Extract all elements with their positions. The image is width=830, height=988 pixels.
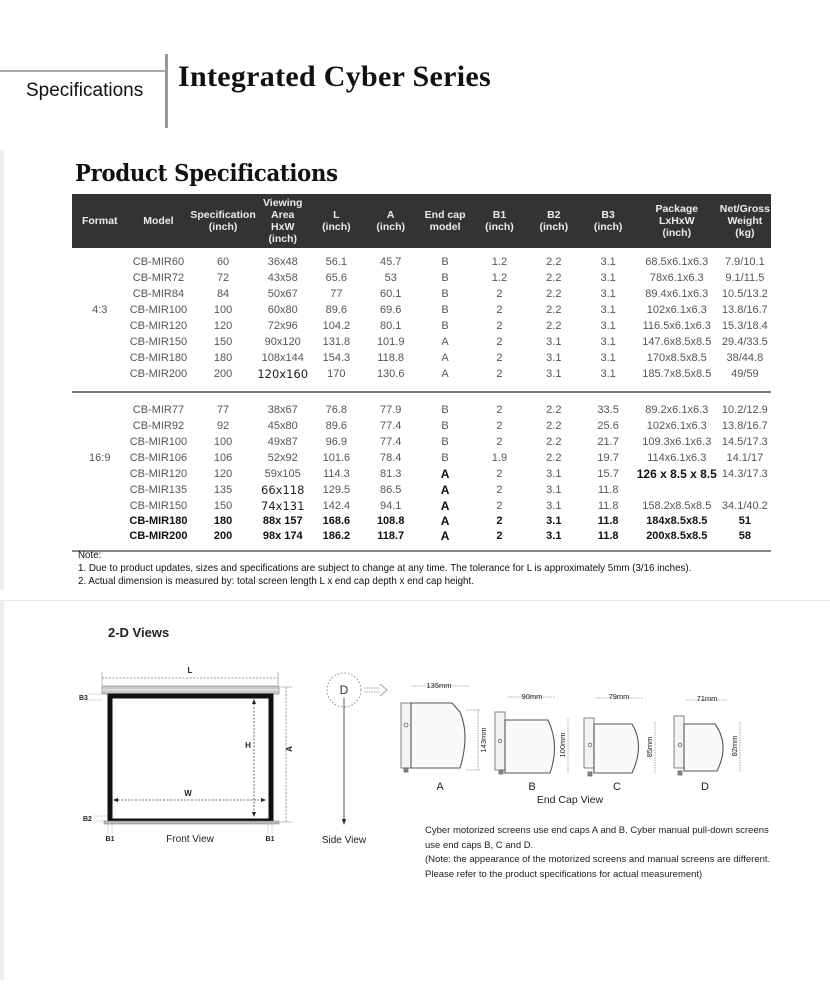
cell-weight: 10.5/13.2 bbox=[721, 288, 768, 300]
note-item: 1. Due to product updates, sizes and specifications are subject to change at any time. The tolerance for L is approximately 5mm (3/16 inches). bbox=[78, 562, 692, 574]
cell-a: 101.9 bbox=[376, 336, 405, 348]
cell-a: 81.3 bbox=[379, 468, 402, 480]
cell-package: 185.7x8.5x8.5 bbox=[642, 368, 712, 380]
cell-weight: 38/44.8 bbox=[726, 352, 764, 364]
cell-viewing: 66x118 bbox=[261, 483, 305, 497]
cell-b3: 11.8 bbox=[597, 484, 619, 496]
column-header: Viewing Area HxW (inch) bbox=[257, 194, 309, 248]
cell-b3: 3.1 bbox=[600, 368, 616, 380]
cell-weight: 14.1/17 bbox=[726, 452, 764, 464]
cell-model: CB-MIR120 bbox=[129, 468, 188, 480]
cell-endcap: A bbox=[441, 336, 449, 348]
cell-a: 108.8 bbox=[376, 515, 405, 527]
cell-weight: 58 bbox=[738, 530, 751, 542]
cell-b3: 33.5 bbox=[597, 404, 619, 416]
column-header: Format bbox=[72, 194, 128, 248]
cell-weight: 15.3/18.4 bbox=[721, 320, 768, 332]
side-view-caption: Side View bbox=[321, 835, 367, 846]
cell-model: CB-MIR200 bbox=[129, 368, 188, 380]
cell-spec: 92 bbox=[216, 420, 230, 432]
cell-package: 116.5x6.1x6.3 bbox=[642, 320, 711, 332]
cell-weight: 29.4/33.5 bbox=[721, 336, 768, 348]
cell-spec: 180 bbox=[213, 352, 233, 364]
svg-text:90mm: 90mm bbox=[521, 692, 543, 701]
cell-b1: 2 bbox=[496, 500, 503, 512]
cell-package: 114x6.1x6.3 bbox=[647, 452, 707, 464]
cell-b1: 2 bbox=[496, 336, 503, 348]
cell-l: 65.6 bbox=[325, 272, 348, 284]
cell-b3: 3.1 bbox=[600, 256, 616, 268]
cell-viewing: 74x131 bbox=[261, 499, 305, 513]
cell-l: 168.6 bbox=[322, 515, 351, 527]
cell-endcap: A bbox=[441, 352, 449, 364]
dim-L-label: L bbox=[187, 666, 193, 675]
cell-b1: 1.2 bbox=[491, 256, 508, 268]
cell-package: 89.2x6.1x6.3 bbox=[645, 404, 709, 416]
cell-a: 130.6 bbox=[376, 368, 405, 380]
cell-endcap: B bbox=[441, 256, 449, 268]
front-view-caption: Front View bbox=[166, 834, 214, 845]
cell-endcap: A bbox=[440, 514, 450, 528]
cell-a: 69.6 bbox=[379, 304, 402, 316]
front-view-drawing bbox=[79, 666, 294, 845]
cell-endcap: B bbox=[441, 452, 449, 464]
cell-model: CB-MIR200 bbox=[129, 530, 188, 542]
cell-model: CB-MIR135 bbox=[129, 484, 188, 496]
cell-a: 77.4 bbox=[379, 420, 402, 432]
cell-weight: 49/59 bbox=[731, 368, 759, 380]
end-cap-view-drawing bbox=[401, 686, 740, 776]
column-header: Net/Gross Weight (kg) bbox=[719, 194, 771, 248]
cell-a: 80.1 bbox=[379, 320, 402, 332]
detail-D-label: D bbox=[339, 683, 349, 697]
note-item: 2. Actual dimension is measured by: total screen length L x end cap depth x end cap height. bbox=[78, 575, 474, 587]
cell-b1: 2 bbox=[496, 484, 503, 496]
svg-text:W: W bbox=[184, 789, 192, 798]
cell-viewing: 38x67 bbox=[267, 404, 298, 416]
cell-model: CB-MIR77 bbox=[132, 404, 185, 416]
cell-model: CB-MIR120 bbox=[129, 320, 188, 332]
svg-text:82mm: 82mm bbox=[730, 735, 739, 757]
cell-l: 89.6 bbox=[325, 420, 348, 432]
cell-b3: 11.8 bbox=[597, 500, 619, 512]
product-specs-title: Product Specifications bbox=[75, 160, 338, 187]
column-header: Package LxHxW (inch) bbox=[635, 194, 719, 248]
svg-text:A: A bbox=[436, 781, 444, 793]
svg-text:143mm: 143mm bbox=[479, 727, 488, 753]
views-title: 2-D Views bbox=[108, 625, 170, 640]
cell-viewing: 36x48 bbox=[267, 256, 298, 268]
cell-b2: 2.2 bbox=[546, 256, 562, 268]
cell-model: CB-MIR84 bbox=[132, 288, 185, 300]
cell-b2: 2.2 bbox=[546, 288, 562, 300]
cell-b2: 3.1 bbox=[546, 530, 562, 542]
cell-model: CB-MIR100 bbox=[129, 304, 188, 316]
cell-b3: 3.1 bbox=[600, 320, 616, 332]
cell-b2: 3.1 bbox=[546, 352, 562, 364]
cell-b1: 2 bbox=[496, 530, 503, 542]
cell-viewing: 72x96 bbox=[267, 320, 298, 332]
notes-heading: Note: bbox=[78, 549, 102, 561]
cell-spec: 120 bbox=[213, 468, 233, 480]
cell-spec: 200 bbox=[213, 530, 233, 542]
cell-b2: 3.1 bbox=[546, 515, 562, 527]
cell-endcap: B bbox=[441, 420, 449, 432]
cell-b2: 2.2 bbox=[546, 420, 562, 432]
cell-spec: 120 bbox=[213, 320, 233, 332]
cell-model: CB-MIR150 bbox=[129, 336, 188, 348]
cell-spec: 135 bbox=[213, 484, 233, 496]
cell-weight: 34.1/40.2 bbox=[721, 500, 768, 512]
cell-package: 78x6.1x6.3 bbox=[649, 272, 704, 284]
cell-model: CB-MIR92 bbox=[132, 420, 185, 432]
cell-a: 78.4 bbox=[379, 452, 402, 464]
cell-viewing: 120x160 bbox=[257, 367, 309, 381]
cell-package: 158.2x8.5x8.5 bbox=[642, 500, 712, 512]
cell-l: 96.9 bbox=[325, 436, 348, 448]
cell-b1: 1.9 bbox=[491, 452, 508, 464]
cell-weight: 13.8/16.7 bbox=[721, 420, 768, 432]
cell-b3: 25.6 bbox=[597, 420, 619, 432]
cell-b1: 1.2 bbox=[491, 272, 508, 284]
cell-a: 45.7 bbox=[379, 256, 402, 268]
cell-b1: 2 bbox=[496, 304, 503, 316]
cell-endcap: A bbox=[441, 368, 449, 380]
cell-package: 170x8.5x8.5 bbox=[646, 352, 707, 364]
column-header: L (inch) bbox=[309, 194, 364, 248]
cell-endcap: B bbox=[441, 436, 449, 448]
format-label: 16:9 bbox=[89, 452, 111, 464]
cell-spec: 106 bbox=[213, 452, 233, 464]
cell-endcap: B bbox=[441, 404, 449, 416]
svg-text:B1: B1 bbox=[105, 836, 115, 843]
cell-package: 200x8.5x8.5 bbox=[646, 530, 708, 542]
column-header: A (inch) bbox=[364, 194, 417, 248]
cell-b1: 2 bbox=[496, 352, 503, 364]
cell-b2: 2.2 bbox=[546, 452, 562, 464]
cell-viewing: 49x87 bbox=[267, 436, 298, 448]
svg-text:H: H bbox=[245, 741, 251, 750]
cell-b1: 2 bbox=[496, 420, 503, 432]
svg-text:A: A bbox=[285, 746, 294, 752]
cell-b2: 2.2 bbox=[546, 320, 562, 332]
svg-text:85mm: 85mm bbox=[645, 736, 654, 758]
cell-spec: 150 bbox=[213, 336, 233, 348]
cell-a: 118.8 bbox=[377, 352, 405, 364]
cell-b2: 3.1 bbox=[546, 368, 562, 380]
cell-package: 102x6.1x6.3 bbox=[646, 304, 707, 316]
cell-b3: 3.1 bbox=[600, 272, 616, 284]
cell-b3: 21.7 bbox=[597, 436, 619, 448]
cell-weight: 10.2/12.9 bbox=[721, 404, 768, 416]
cell-package: 89.4x6.1x6.3 bbox=[645, 288, 709, 300]
cell-b3: 3.1 bbox=[600, 352, 616, 364]
cell-b3: 11.8 bbox=[597, 530, 619, 542]
cell-endcap: B bbox=[441, 288, 449, 300]
cell-weight: 7.9/10.1 bbox=[724, 256, 765, 268]
cell-b3: 15.7 bbox=[597, 468, 619, 480]
cell-l: 114.3 bbox=[323, 468, 350, 480]
cell-viewing: 59x105 bbox=[264, 468, 301, 480]
cell-weight: 51 bbox=[738, 515, 751, 527]
cell-a: 118.7 bbox=[377, 530, 405, 542]
cell-package: 184x8.5x8.5 bbox=[646, 515, 708, 527]
cell-model: CB-MIR150 bbox=[129, 500, 188, 512]
cell-l: 154.3 bbox=[322, 352, 351, 364]
cell-model: CB-MIR72 bbox=[132, 272, 185, 284]
cell-endcap: B bbox=[441, 272, 449, 284]
cell-viewing: 108x144 bbox=[261, 352, 304, 364]
end-cap-view-caption: End Cap View bbox=[536, 794, 604, 806]
cell-b1: 2 bbox=[496, 468, 503, 480]
cell-endcap: A bbox=[440, 483, 450, 497]
svg-text:C: C bbox=[613, 781, 621, 793]
cell-l: 89.6 bbox=[325, 304, 348, 316]
cell-model: CB-MIR180 bbox=[129, 515, 188, 527]
cell-model: CB-MIR100 bbox=[129, 436, 188, 448]
column-header: B1 (inch) bbox=[473, 194, 526, 248]
cell-weight: 13.8/16.7 bbox=[721, 304, 768, 316]
cell-viewing: 50x67 bbox=[267, 288, 298, 300]
cell-spec: 200 bbox=[213, 368, 233, 380]
cell-b1: 2 bbox=[496, 436, 503, 448]
cell-spec: 77 bbox=[216, 404, 230, 416]
cell-viewing: 45x80 bbox=[267, 420, 298, 432]
cell-package: 126 x 8.5 x 8.5 bbox=[636, 467, 717, 481]
cell-viewing: 98x 174 bbox=[262, 530, 303, 542]
cell-b1: 2 bbox=[496, 404, 503, 416]
cell-spec: 60 bbox=[216, 256, 230, 268]
cell-b1: 2 bbox=[496, 515, 503, 527]
cell-endcap: B bbox=[441, 304, 449, 316]
cell-b3: 19.7 bbox=[597, 452, 619, 464]
cell-b3: 3.1 bbox=[600, 304, 616, 316]
end-cap-letters bbox=[436, 781, 709, 806]
cell-l: 77 bbox=[330, 288, 343, 300]
end-cap-caption: Cyber motorized screens use end caps A and B. Cyber manual pull-down screens use end caps B, C and D. (Note: the appearance of the motorized screens and manual screens are different. Please refer to the product specifications for actual measurement) bbox=[425, 825, 771, 880]
svg-text:71mm: 71mm bbox=[696, 694, 718, 703]
cell-l: 101.6 bbox=[322, 452, 351, 464]
svg-text:100mm: 100mm bbox=[558, 732, 567, 758]
cell-a: 53 bbox=[384, 272, 397, 284]
column-header: Model bbox=[128, 194, 190, 248]
cell-b1: 2 bbox=[496, 368, 503, 380]
side-view-drawing bbox=[322, 673, 387, 846]
cell-weight: 9.1/11.5 bbox=[725, 272, 765, 284]
cell-b2: 2.2 bbox=[546, 272, 562, 284]
cell-weight: 14.3/17.3 bbox=[721, 468, 768, 480]
cell-a: 86.5 bbox=[379, 484, 402, 496]
cell-viewing: 52x92 bbox=[267, 452, 298, 464]
cell-spec: 84 bbox=[216, 288, 230, 300]
cell-b3: 11.8 bbox=[597, 515, 619, 527]
cell-b2: 3.1 bbox=[546, 500, 562, 512]
cell-model: CB-MIR60 bbox=[132, 256, 185, 268]
section-label: Specifications bbox=[26, 80, 144, 101]
column-header: End cap model bbox=[417, 194, 472, 248]
svg-text:D: D bbox=[701, 781, 709, 793]
end-cap-A bbox=[401, 686, 480, 772]
cell-l: 131.8 bbox=[322, 336, 351, 348]
cell-b2: 3.1 bbox=[546, 468, 562, 480]
cell-spec: 150 bbox=[213, 500, 233, 512]
cell-a: 77.4 bbox=[379, 436, 402, 448]
cell-a: 94.1 bbox=[379, 500, 402, 512]
cell-b3: 3.1 bbox=[600, 288, 616, 300]
cell-spec: 100 bbox=[213, 436, 233, 448]
cell-l: 142.4 bbox=[322, 500, 351, 512]
cell-b2: 2.2 bbox=[546, 404, 562, 416]
cell-l: 170 bbox=[327, 368, 346, 380]
cell-b3: 3.1 bbox=[600, 336, 616, 348]
format-label: 4:3 bbox=[92, 304, 108, 316]
cell-b2: 2.2 bbox=[546, 304, 562, 316]
svg-text:135mm: 135mm bbox=[426, 681, 452, 690]
column-header: B3 (inch) bbox=[581, 194, 634, 248]
cell-endcap: A bbox=[440, 529, 450, 543]
cell-viewing: 90x120 bbox=[264, 336, 301, 348]
column-header: Specification (inch) bbox=[189, 194, 256, 248]
cell-b2: 2.2 bbox=[546, 436, 562, 448]
svg-text:B2: B2 bbox=[83, 816, 92, 823]
page-title: Integrated Cyber Series bbox=[178, 60, 491, 93]
cell-l: 186.2 bbox=[322, 530, 351, 542]
cell-l: 76.8 bbox=[325, 404, 348, 416]
cell-b1: 2 bbox=[496, 320, 503, 332]
cell-weight: 14.5/17.3 bbox=[721, 436, 768, 448]
cell-endcap: A bbox=[440, 499, 450, 513]
cell-spec: 180 bbox=[213, 515, 233, 527]
cell-l: 104.2 bbox=[322, 320, 351, 332]
svg-text:B3: B3 bbox=[79, 695, 88, 702]
cell-b1: 2 bbox=[496, 288, 503, 300]
cell-package: 109.3x6.1x6.3 bbox=[642, 436, 712, 448]
cell-viewing: 88x 157 bbox=[262, 515, 303, 527]
cell-package: 68.5x6.1x6.3 bbox=[645, 256, 709, 268]
cell-model: CB-MIR180 bbox=[129, 352, 188, 364]
cell-model: CB-MIR106 bbox=[129, 452, 188, 464]
cell-spec: 100 bbox=[213, 304, 233, 316]
svg-text:B: B bbox=[528, 781, 536, 793]
cell-l: 129.5 bbox=[322, 484, 351, 496]
cell-package: 147.6x8.5x8.5 bbox=[642, 336, 712, 348]
cell-package: 102x6.1x6.3 bbox=[646, 420, 707, 432]
column-header: B2 (inch) bbox=[526, 194, 581, 248]
cell-endcap: A bbox=[440, 467, 450, 481]
cell-viewing: 60x80 bbox=[267, 304, 298, 316]
svg-text:B1: B1 bbox=[265, 836, 275, 843]
cell-endcap: B bbox=[441, 320, 449, 332]
cell-a: 60.1 bbox=[379, 288, 402, 300]
cell-viewing: 43x58 bbox=[267, 272, 298, 284]
cell-b2: 3.1 bbox=[546, 484, 562, 496]
cell-a: 77.9 bbox=[379, 404, 402, 416]
cell-spec: 72 bbox=[216, 272, 230, 284]
svg-text:79mm: 79mm bbox=[608, 692, 630, 701]
cell-b2: 3.1 bbox=[546, 336, 562, 348]
cell-l: 56.1 bbox=[325, 256, 348, 268]
